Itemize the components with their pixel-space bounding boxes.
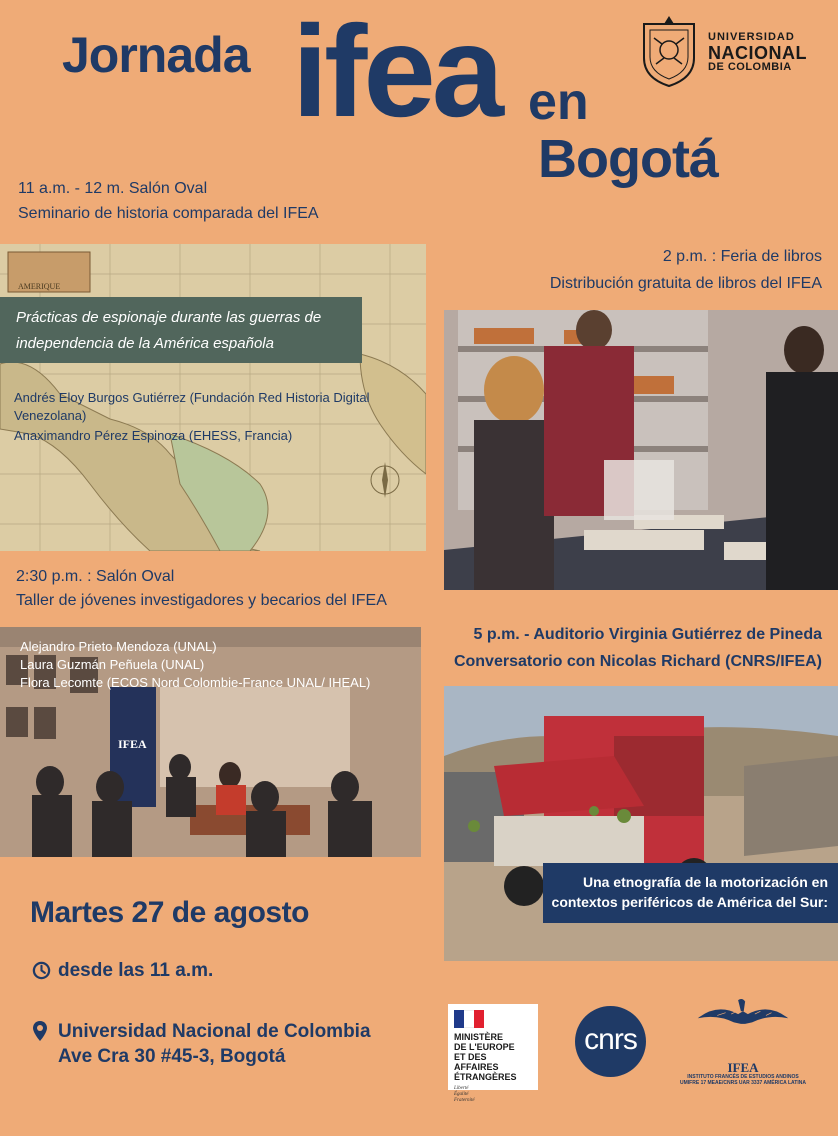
mae-motto2: Égalité bbox=[454, 1092, 469, 1097]
french-flag-icon bbox=[454, 1010, 484, 1028]
session3-title: Taller de jóvenes investigadores y becarios del IFEA bbox=[16, 592, 387, 609]
session1-topic-banner bbox=[0, 297, 362, 363]
book-fair-photo bbox=[444, 310, 838, 590]
session1-title: Seminario de historia comparada del IFEA bbox=[18, 205, 319, 222]
unal-line1: UNIVERSIDAD bbox=[708, 31, 795, 43]
session4-banner-line1: Una etnografía de la motorización en bbox=[582, 874, 828, 890]
title-bogota: Bogotá bbox=[538, 129, 718, 189]
unal-line2: NACIONAL bbox=[708, 42, 807, 63]
clock-icon bbox=[32, 961, 51, 980]
session2-time: 2 p.m. : Feria de libros bbox=[662, 248, 822, 265]
session1-banner-line2: independencia de la América española bbox=[16, 335, 274, 352]
session1-speaker2: Anaximandro Pérez Espinoza (EHESS, Francia) bbox=[14, 428, 293, 443]
ifea-logo-subtitle bbox=[676, 1074, 810, 1086]
mae-line2: DE L'EUROPE bbox=[454, 1042, 515, 1052]
title-en: en bbox=[528, 73, 589, 131]
map-label: AMERIQUE bbox=[18, 282, 61, 291]
session1-speaker1-a: Andrés Eloy Burgos Gutiérrez (Fundación Red Historia Digital bbox=[14, 390, 370, 405]
session4-topic-banner bbox=[543, 863, 838, 923]
session1-speaker1-b: Venezolana) bbox=[14, 408, 87, 423]
mae-line3: ET DES AFFAIRES bbox=[454, 1052, 499, 1072]
session3-participant1: Alejandro Prieto Mendoza (UNAL) bbox=[20, 639, 217, 654]
event-location-line2: Ave Cra 30 #45-3, Bogotá bbox=[58, 1046, 286, 1067]
unal-seal-icon bbox=[638, 14, 700, 88]
session4-title: Conversatorio con Nicolas Richard (CNRS/IFEA) bbox=[453, 653, 822, 670]
session4-banner-line2: contextos periféricos de América del Sur: bbox=[551, 894, 828, 910]
session3-time: 2:30 p.m. : Salón Oval bbox=[16, 568, 175, 585]
mae-line1: MINISTÈRE bbox=[454, 1032, 504, 1042]
mae-line4: ÉTRANGÈRES bbox=[454, 1072, 517, 1082]
title-ifea: ifea bbox=[292, 0, 501, 144]
book-fair-illustration bbox=[444, 310, 838, 590]
session2-title: Distribución gratuita de libros del IFEA bbox=[549, 275, 822, 292]
ifea-sub-line1: INSTITUTO FRANCÉS DE ESTUDIOS ANDINOS bbox=[687, 1074, 799, 1080]
event-date: Martes 27 de agosto bbox=[30, 896, 309, 929]
ministere-logo bbox=[448, 1004, 538, 1103]
session3-participant3: Flora Lecomte (ECOS Nord Colombie-France UNAL/ IHEAL) bbox=[20, 675, 371, 690]
workshop-screen-label: IFEA bbox=[118, 737, 147, 751]
session3-participant2: Laura Guzmán Peñuela (UNAL) bbox=[20, 657, 205, 672]
event-time: desde las 11 a.m. bbox=[58, 960, 214, 981]
cnrs-logo: cnrs bbox=[575, 1006, 646, 1077]
session1-time: 11 a.m. - 12 m. Salón Oval bbox=[18, 180, 208, 197]
ifea-sub-line2: UMIFRE 17 MEAE/CNRS UAR 3337 AMÉRICA LATINA bbox=[680, 1080, 806, 1086]
session4-time: 5 p.m. - Auditorio Virginia Gutiérrez de Pineda bbox=[473, 626, 822, 643]
title-jornada: Jornada bbox=[62, 27, 250, 83]
unal-wordmark bbox=[708, 32, 807, 74]
ifea-logo-name: IFEA bbox=[727, 1060, 759, 1075]
event-location-line1: Universidad Nacional de Colombia bbox=[58, 1021, 371, 1042]
session1-banner-line1: Prácticas de espionaje durante las guerras de bbox=[16, 309, 322, 326]
unal-line3: DE COLOMBIA bbox=[708, 61, 792, 74]
mae-motto1: Liberté bbox=[454, 1086, 469, 1091]
condor-icon bbox=[676, 996, 810, 1060]
mae-motto3: Fraternité bbox=[454, 1098, 475, 1103]
location-pin-icon bbox=[32, 1020, 48, 1042]
